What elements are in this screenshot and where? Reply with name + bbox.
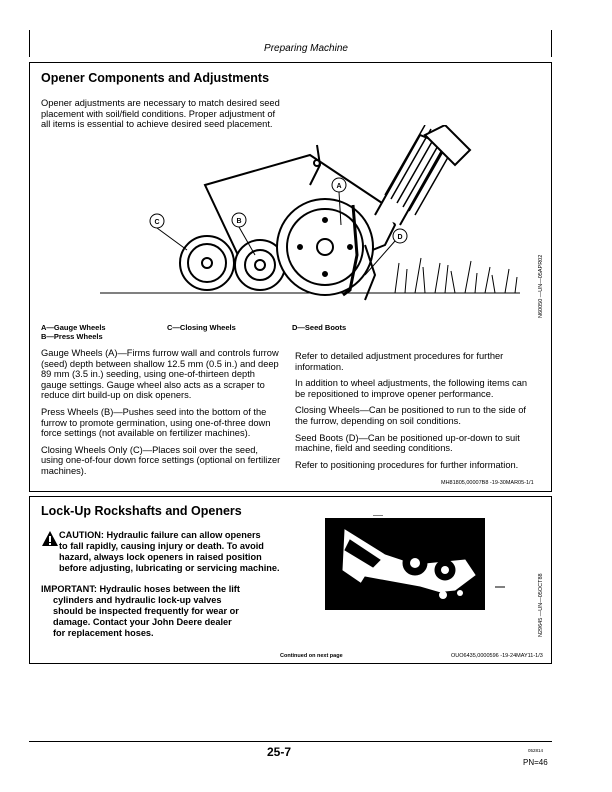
caution-text: CAUTION: Hydraulic failure can allow openers to fall rapidly, causing injury or death. To avoid hazard, always lock openers in raised position before adjusting, lubricating or servicing machine. — [59, 530, 280, 573]
pn-number: PN=46 — [523, 758, 548, 767]
figure-ref: N29645 —UN—05OCT88 — [538, 573, 544, 637]
left-column — [41, 348, 291, 483]
additional-items-paragraph: In addition to wheel adjustments, the following items can be repositioned to improve opener performance. — [295, 378, 528, 399]
positioning-paragraph: Refer to positioning procedures for further information. — [295, 459, 519, 470]
lockup-figure — [325, 515, 535, 615]
footer-rule — [29, 741, 552, 742]
figure-label-d: D — [397, 234, 403, 241]
opener-figure — [95, 125, 535, 310]
refer-paragraph: Refer to detailed adjustment procedures for further information. — [295, 351, 504, 372]
figure-label-b: B — [236, 218, 242, 225]
caption-a: A—Gauge Wheels — [41, 323, 106, 332]
section-title: Opener Components and Adjustments — [41, 71, 270, 85]
intro-text: Opener adjustments are necessary to match desired seed placement with soil/field conditions. Proper adjustment of all items is essential to achieve desired seed placement. — [41, 98, 280, 130]
figure-label-a: A — [336, 183, 342, 190]
caption-c: C—Closing Wheels — [167, 323, 236, 332]
page-number: 25-7 — [267, 745, 292, 759]
continued-note: Continued on next page — [280, 653, 343, 659]
footer-small-code: 052814 — [528, 748, 544, 753]
section2-ref: OUO6435,0000596 -19-24MAY11-1/3 — [451, 653, 543, 659]
seed-boots-paragraph: Seed Boots (D)—Can be positioned up-or-down to suit machine, field and seeding conditions. — [295, 432, 520, 454]
section1-ref: MH81805,00007B8 -19-30MAR05-1/1 — [441, 480, 534, 486]
press-wheels-paragraph: Press Wheels (B)—Pushes seed into the bottom of the furrow to promote germination, using one-of-three down force settings (not available on fertilizer machines). — [41, 406, 271, 439]
caption-d: D—Seed Boots — [292, 323, 347, 332]
running-header: Preparing Machine — [264, 43, 348, 54]
closing-wheels-position-paragraph: Closing Wheels—Can be positioned to run to the side of the furrow, depending on soil conditions. — [295, 405, 527, 426]
right-column — [295, 351, 540, 476]
caption-b: B—Press Wheels — [41, 332, 103, 341]
important-text: IMPORTANT: Hydraulic hoses between the lift cylinders and hydraulic lock-up valves should be inspected frequently for wear or damage. Contact your John Deere dealer for replacement hoses. — [41, 584, 240, 638]
gauge-wheels-paragraph: Gauge Wheels (A)—Firms furrow wall and controls furrow (seed) depth between shallow 12.5 mm (0.5 in.) and deep 89 mm (3.5 in.) seeding, using one-of-thirteen depth gauge settings. Gauge wheel also acts as a scraper to reduce dirt build-up on disk openers. — [41, 348, 279, 401]
figure-ref: N60050 —UN—05APR02 — [538, 254, 544, 318]
section-title: Lock-Up Rockshafts and Openers — [41, 504, 242, 518]
figure-label-c: C — [154, 219, 160, 226]
closing-wheels-paragraph: Closing Wheels Only (C)—Places soil over the seed, using one-of-four down force settings (optional on fertilizer machines). — [41, 444, 281, 476]
